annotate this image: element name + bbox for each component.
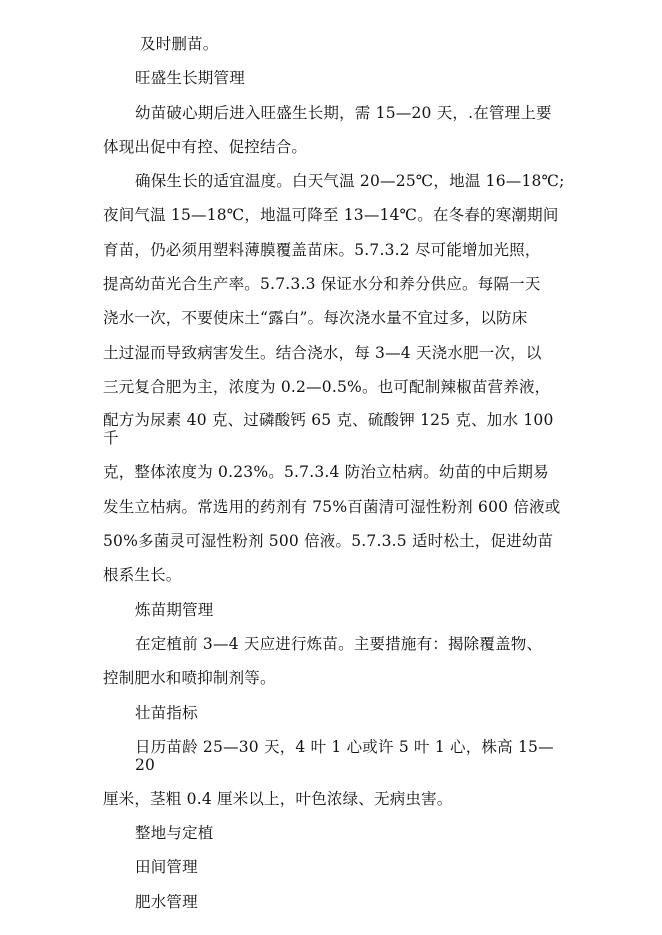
text-line-9: 浇水一次，不要使床土“露白”。每次浇水量不宜过多，以防床 xyxy=(103,309,528,327)
text-line-22: 日历苗龄 25—30 天，4 叶 1 心或许 5 叶 1 心，株高 15— xyxy=(135,738,554,756)
text-line-3: 幼苗破心期后进入旺盛生长期，需 15—20 天，.在管理上要 xyxy=(135,104,552,122)
text-line-24: 厘米，茎粗 0.4 厘米以上，叶色浓绿、无病虫害。 xyxy=(103,790,453,808)
text-line-12: 配方为尿素 40 克、过磷酸钙 65 克、硫酸钾 125 克、加水 100 xyxy=(103,411,554,429)
text-line-16: 50%多菌灵可湿性粉剂 500 倍液。5.7.3.5 适时松土，促进幼苗 xyxy=(103,532,554,550)
text-line-1: 及时删苗。 xyxy=(140,35,219,53)
text-line-14: 克，整体浓度为 0.23%。5.7.3.4 防治立枯病。幼苗的中后期易 xyxy=(103,463,549,481)
section-heading-land-preparation: 整地与定植 xyxy=(135,824,214,842)
text-line-6: 夜间气温 15—18℃，地温可降至 13—14℃。在冬春的寒潮期间 xyxy=(103,206,559,224)
section-heading-field-management: 田间管理 xyxy=(135,858,198,876)
text-line-10: 土过湿而导致病害发生。结合浇水，每 3—4 天浇水肥一次，以 xyxy=(103,344,542,362)
section-heading-hardening: 炼苗期管理 xyxy=(135,601,214,619)
text-line-20: 控制肥水和喷抑制剂等。 xyxy=(103,669,276,687)
text-line-5: 确保生长的适宜温度。白天气温 20—25℃，地温 16—18℃; xyxy=(135,172,565,190)
text-line-8: 提高幼苗光合生产率。5.7.3.3 保证水分和养分供应。每隔一天 xyxy=(103,275,541,293)
text-line-7: 育苗，仍必须用塑料薄膜覆盖苗床。5.7.3.2 尽可能增加光照， xyxy=(103,241,541,259)
text-line-15: 发生立枯病。常选用的药剂有 75%百菌清可湿性粉剂 600 倍液或 xyxy=(103,498,561,516)
text-line-13: 千 xyxy=(103,429,119,447)
section-heading-vigorous-growth: 旺盛生长期管理 xyxy=(135,69,245,87)
text-line-4: 体现出促中有控、促控结合。 xyxy=(103,138,308,156)
section-heading-strong-seedling: 壮苗指标 xyxy=(135,704,198,722)
section-heading-fertilizer-water: 肥水管理 xyxy=(135,893,198,911)
text-line-19: 在定植前 3—4 天应进行炼苗。主要措施有：揭除覆盖物、 xyxy=(135,635,543,653)
text-line-17: 根系生长。 xyxy=(103,566,182,584)
text-line-11: 三元复合肥为主，浓度为 0.2—0.5%。也可配制辣椒苗营养液， xyxy=(103,378,551,396)
text-line-23: 20 xyxy=(135,756,156,774)
